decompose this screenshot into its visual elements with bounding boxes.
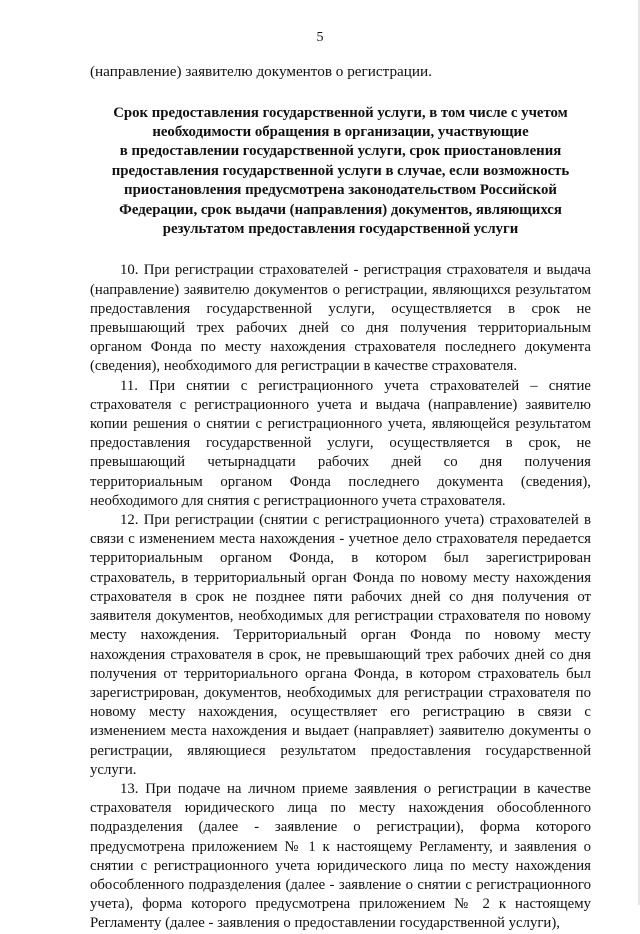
paragraph-12: 12. При регистрации (снятии с регистрационного учета) страхователей в связи с изменением места нахождения - учетное дело страхователя передается территориальным органом Фонда, в котором был зарегистрирован страхователь, в территориальный орган Фонда по новому месту нахождения страхователя в срок не позднее пяти рабочих дней со дня получения от заявителя документов, необходимых для регистрации страхователя по новому месту нахождения. Территориальный орган Фонда по новому месту нахождения страхователя в срок, не превышающий трех рабочих дней со дня получения от территориального органа Фонда, в котором страхователь был зарегистрирован, документов, необходимых для регистрации страхователя по новому месту нахождения, осуществляет его регистрацию в связи с изменением места нахождения и выдает (направляет) заявителю документы о регистрации, являющиеся результатом предоставления государственной услуги. xyxy=(90,512,591,778)
section-title-line: Срок предоставления государственной услуги, в том числе с учетом xyxy=(113,104,568,121)
section-title-line: необходимости обращения в организации, участвующие xyxy=(152,124,529,140)
page-number: 5 xyxy=(316,30,324,45)
section-title-line: Федерации, срок выдачи (направления) документов, являющихся xyxy=(119,201,562,218)
lead-text: (направление) заявителю документов о регистрации. xyxy=(90,63,432,80)
paragraph-10: 10. При регистрации страхователей - регистрация страхователя и выдача (направление) заявителю документов о регистрации, являющихся результатом предоставления государственной услуги, осуществляется в срок не превышающий трех рабочих дней со дня получения территориальным органом Фонда по месту нахождения страхователя последнего документа (сведения), необходимого для регистрации в качестве страхователя. xyxy=(90,262,591,375)
page-content xyxy=(90,62,591,934)
paragraph-11: 11. При снятии с регистрационного учета страхователей – снятие страхователя с регистрационного учета и выдача (направление) заявителю копии решения о снятии с регистрационного учета, являющейся результатом предоставления государственной услуги, осуществляется в срок, не превышающий четырнадцати рабочих дней со дня получения территориальным органом Фонда последнего документа (сведения), необходимого для снятия с регистрационного учета страхователя. xyxy=(90,377,591,509)
section-title-line: предоставления государственной услуги в случае, если возможность xyxy=(111,162,570,179)
section-title xyxy=(90,104,591,240)
section-title-line: приостановления предусмотрена законодательством Российской xyxy=(124,182,557,199)
section-title-line: в предоставлении государственной услуги, срок приостановления xyxy=(119,143,562,160)
paragraph-13: 13. При подаче на личном приеме заявления о регистрации в качестве страхователя юридического лица по месту нахождения обособленного подразделения (далее - заявление о регистрации), форма которого предусмотрена приложением № 1 к настоящему Регламенту, и заявления о снятии с регистрационного учета юридического лица по месту нахождения обособленного подразделения (далее - заявление о снятии с регистрационного учета), форма которого предусмотрена приложением № 2 к настоящему Регламенту (далее - заявления о предоставлении государственной услуги), xyxy=(90,780,591,932)
section-title-line: результатом предоставления государственной услуги xyxy=(162,221,519,238)
